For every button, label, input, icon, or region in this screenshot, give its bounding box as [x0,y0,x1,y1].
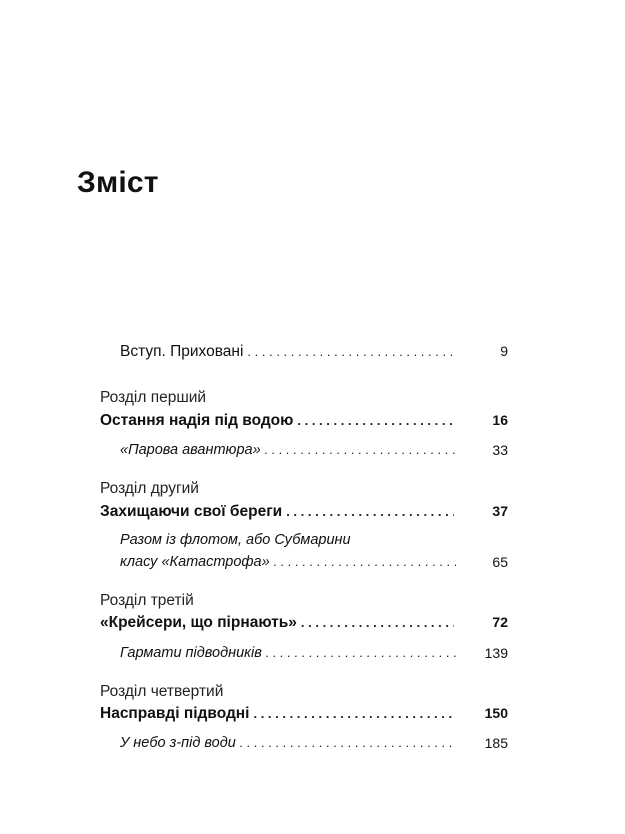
dot-leader [266,645,456,660]
toc-entry-chapter[interactable] [100,412,508,430]
toc-page-number: 72 [492,614,508,630]
dot-leader [265,442,456,457]
toc-page-number: 16 [492,412,508,428]
dot-leader [274,554,456,569]
chapter-label: Розділ четвертий [100,683,224,700]
toc-entry-title: Остання надія під водою [100,412,294,429]
toc-entry-subsection[interactable] [120,442,508,458]
toc-entry-chapter[interactable] [100,503,508,521]
dot-leader [247,344,456,359]
toc-entry-chapter[interactable] [100,705,508,723]
toc-entry-subsection[interactable] [120,735,508,751]
toc-page-number: 150 [484,705,508,721]
toc-page-number: 33 [492,442,508,458]
toc-entry-title: Гармати підводників [120,645,262,661]
toc-entry-title: У небо з-під води [120,735,236,751]
toc-entry-title-line: Разом із флотом, або Субмарини [120,532,351,548]
toc-entry-chapter[interactable] [100,614,508,632]
page-title: Зміст [77,166,159,199]
toc-page-number: 65 [492,554,508,570]
dot-leader [253,706,454,721]
dot-leader [286,504,454,519]
toc-entry-title: Насправді підводні [100,705,250,722]
dot-leader [301,615,454,630]
toc-entry-subsection[interactable] [120,554,508,570]
toc-entry-title: «Крейсери, що пірнають» [100,614,297,631]
toc-entry-title: Захищаючи свої береги [100,503,283,520]
toc-entry-intro[interactable] [120,343,508,361]
toc-page-number: 185 [484,735,508,751]
toc-entry-subsection[interactable] [120,645,508,661]
toc-page-number: 37 [492,503,508,519]
dot-leader [240,735,456,750]
toc-entry-title: «Парова авантюра» [120,442,261,458]
dot-leader [297,413,454,428]
toc-page-number: 139 [484,645,508,661]
toc-page-number: 9 [500,343,508,359]
chapter-label: Розділ другий [100,480,199,497]
chapter-label: Розділ третій [100,592,194,609]
chapter-label: Розділ перший [100,389,207,406]
toc-entry-title: класу «Катастрофа» [120,554,270,570]
toc-entry-title: Вступ. Приховані [120,343,244,360]
